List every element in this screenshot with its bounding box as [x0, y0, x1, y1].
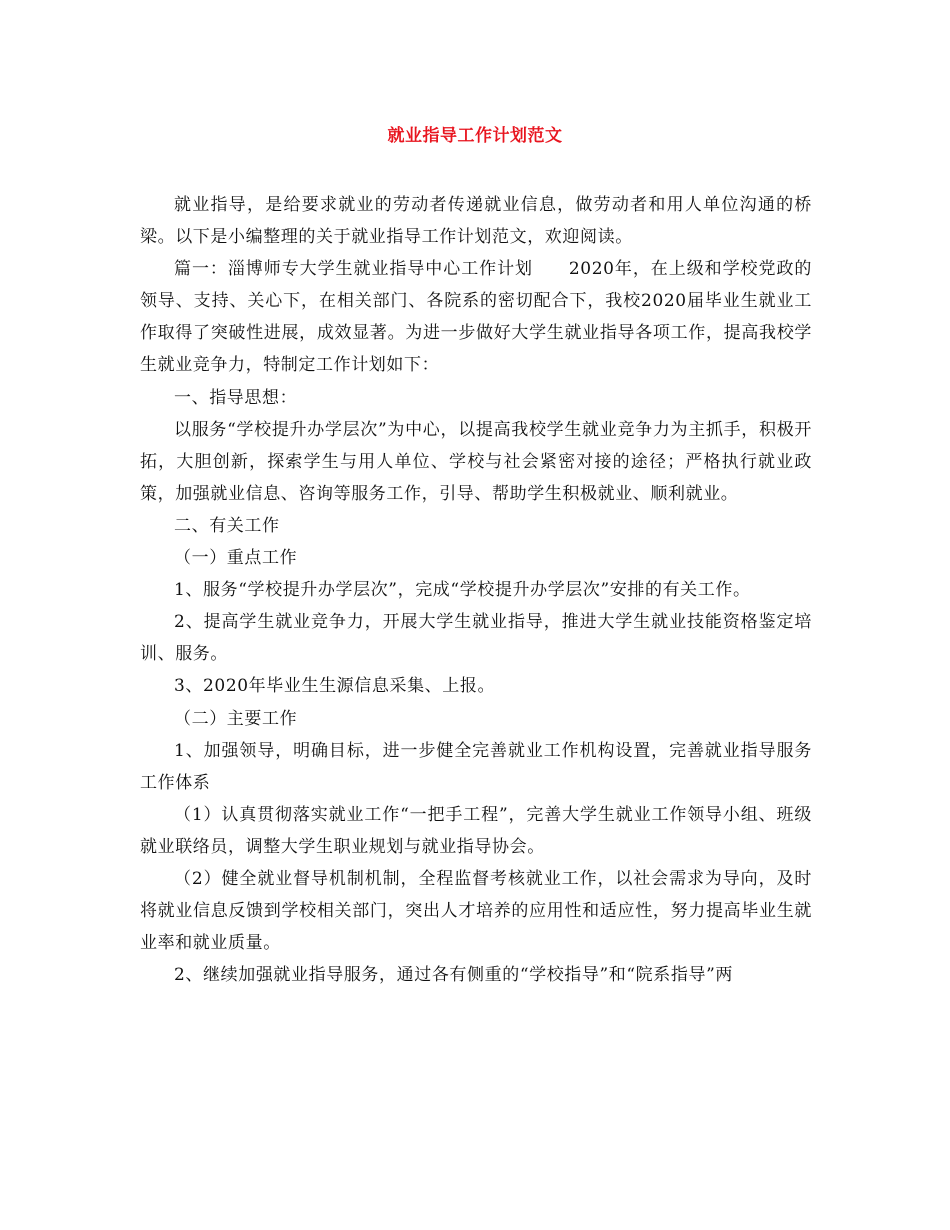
list-item: 2、提高学生就业竞争力，开展大学生就业指导，推进大学生就业技能资格鉴定培训、服务。	[140, 612, 812, 665]
heading-related-work: 二、有关工作	[174, 515, 280, 536]
heading-key-work: （一）重点工作	[174, 548, 298, 569]
list-item: （2）健全就业督导机制机制，全程监督考核就业工作，以社会需求为导向，及时将就业信息反馈到学校相关部门，突出人才培养的应用性和适应性，努力提高毕业生就业率和就业质量。	[140, 868, 812, 954]
document-body	[140, 189, 812, 991]
list-item: 1、加强领导，明确目标，进一步健全完善就业工作机构设置，完善就业指导服务工作体系	[140, 740, 812, 793]
paragraph-intro: 就业指导，是给要求就业的劳动者传递就业信息，做劳动者和用人单位沟通的桥梁。以下是小编整理的关于就业指导工作计划范文，欢迎阅读。	[140, 195, 812, 248]
list-item: 2、继续加强就业指导服务，通过各有侧重的“学校指导”和“院系指导”两	[174, 965, 733, 986]
list-item: 1、服务“学校提升办学层次”，完成“学校提升办学层次”安排的有关工作。	[174, 580, 751, 601]
heading-main-work: （二）主要工作	[174, 708, 298, 729]
paragraph-plan-intro: 篇一：淄博师专大学生就业指导中心工作计划 2020年，在上级和学校党政的领导、支持、关心下，在相关部门、各院系的密切配合下，我校2020届毕业生就业工作取得了突破性进展，成效显著。为进一步做好大学生就业指导各项工作，提高我校学生就业竞争力，特制定工作计划如下：	[140, 259, 812, 376]
document-title: 就业指导工作计划范文	[387, 126, 563, 146]
heading-guiding-idea: 一、指导思想：	[174, 387, 298, 408]
paragraph-guiding-idea: 以服务“学校提升办学层次”为中心，以提高我校学生就业竞争力为主抓手，积极开拓，大胆创新，探索学生与用人单位、学校与社会紧密对接的途径；严格执行就业政策，加强就业信息、咨询等服务工作，引导、帮助学生积极就业、顺利就业。	[140, 419, 812, 504]
list-item: （1）认真贯彻落实就业工作“一把手工程”，完善大学生就业工作领导小组、班级就业联络员，调整大学生职业规划与就业指导协会。	[140, 804, 812, 857]
list-item: 3、2020年毕业生生源信息采集、上报。	[174, 676, 496, 697]
